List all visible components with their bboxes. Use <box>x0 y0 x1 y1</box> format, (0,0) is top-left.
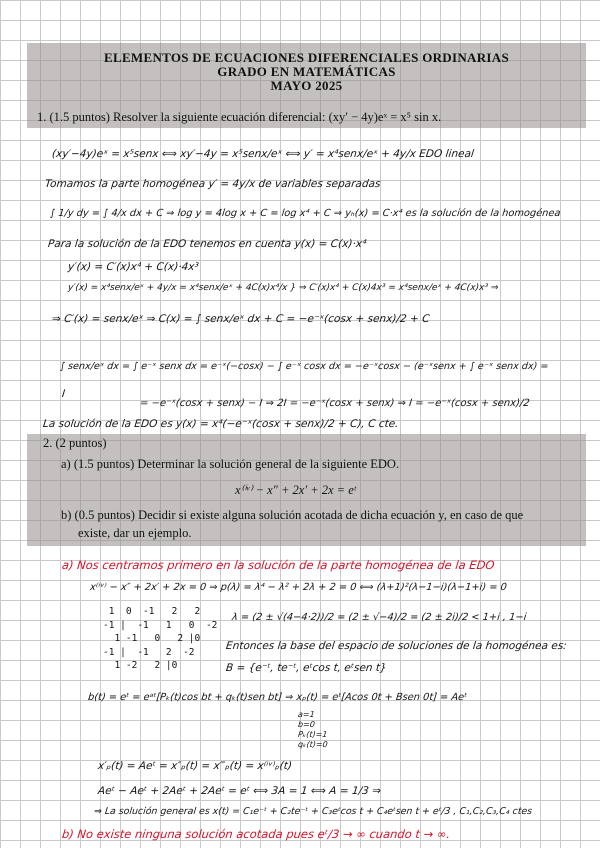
sol1-line-3: ∫ 1/y dy = ∫ 4/x dx + C ⇒ log y = 4log x + C = log x⁴ + C ⇒ yₕ(x) = C·x⁴ es la solución de la homogénea <box>49 208 562 219</box>
sol2-part-a-intro: a) Nos centramos primero en la solución de la parte homogénea de la EDO <box>61 558 496 572</box>
sol2-param-q: qₖ(t)=0 <box>297 740 329 749</box>
problem-1-statement: 1. (1.5 puntos) Resolver la siguiente ecuación diferencial: (xy′ − 4y)eˣ = x⁵ sin x. <box>37 110 442 124</box>
sol2-derivatives: x′ₚ(t) = Aeᵗ = x″ₚ(t) = x‴ₚ(t) = x⁽ⁱᵛ⁾ₚ(t) <box>97 760 293 772</box>
sol1-integral-label: I <box>61 388 66 400</box>
sol2-char-poly: x⁽ⁱᵛ⁾ − x″ + 2x′ + 2x = 0 ⇒ p(λ) = λ⁴ − λ² + 2λ + 2 = 0 ⟺ (λ+1)²(λ−1−i)(λ−1+i) = 0 <box>89 582 508 593</box>
sol1-line-8: ∫ senx/eˣ dx = ∫ e⁻ˣ senx dx = e⁻ˣ(−cosx) − ∫ e⁻ˣ cosx dx = −e⁻ˣcosx − (e⁻ˣsenx + ∫ e⁻ˣ senx dx) = <box>59 361 549 372</box>
exam-date: MAYO 2025 <box>270 78 343 93</box>
sol2-param-p: Pₖ(t)=1 <box>297 730 328 739</box>
problem-2b-statement-2: existe, dar un ejemplo. <box>78 526 192 540</box>
ruffini-table: 1 0 -1 2 2 -1 | -1 1 0 -2 1 -1 0 2 |0 -1 | -1 2 -2 1 -2 2 |0 <box>103 606 218 671</box>
sol2-roots: λ = (2 ± √(4−4·2))/2 = (2 ± √−4)/2 = (2 ± 2i)/2 < 1+i , 1−i <box>231 612 527 623</box>
sol2-basis: B = {e⁻ᵗ, te⁻ᵗ, eᵗcos t, eᵗsen t} <box>225 662 388 674</box>
sol1-line-9: = −e⁻ˣ(cosx + senx) − I ⇒ 2I = −e⁻ˣ(cosx + senx) ⇒ I = −e⁻ˣ(cosx + senx)/2 <box>139 398 531 409</box>
sol2-general-solution: ⇒ La solución general es x(t) = C₁e⁻ᵗ + C₂te⁻ᵗ + C₃eᵗcos t + C₄eᵗsen t + eᵗ/3 , C₁,C₂,C₃,C₄ ctes <box>93 806 533 817</box>
exam-title-line2: GRADO EN MATEMÁTICAS <box>217 64 396 79</box>
sol1-line-2: Tomamos la parte homogénea y′ = 4y/x de variables separadas <box>44 178 382 190</box>
sol1-line-1: (xy′−4y)eˣ = x⁵senx ⟺ xy′−4y = x⁵senx/eˣ ⟺ y′ = x⁴senx/eˣ + 4y/x EDO lineal <box>51 148 475 160</box>
problem-2a-statement: a) (1.5 puntos) Determinar la solución general de la siguiente EDO. <box>61 457 400 471</box>
problem-2-title: 2. (2 puntos) <box>43 436 107 450</box>
sol2-part-b-answer: b) No existe ninguna solución acotada pues eᵗ/3 → ∞ cuando t → ∞. <box>61 827 451 841</box>
sol1-final: La solución de la EDO es y(x) = x⁴(−e⁻ˣ(cosx + senx)/2 + C), C cte. <box>42 418 400 430</box>
sol1-line-4: Para la solución de la EDO tenemos en cuenta y(x) = C(x)·x⁴ <box>47 238 367 250</box>
sol2-param-b: b=0 <box>297 720 316 729</box>
sol2-b-of-t: b(t) = eᵗ = eᵃᵗ[Pₖ(t)cos bt + qₖ(t)sen bt] ⇒ xₚ(t) = eᵗ[Acos 0t + Bsen 0t] = Aeᵗ <box>87 692 468 703</box>
sol2-basis-text: Entonces la base del espacio de soluciones de la homogénea es: <box>225 640 568 652</box>
sol1-line-5: y′(x) = C′(x)x⁴ + C(x)·4x³ <box>67 261 200 273</box>
sol1-line-6: y′(x) = x⁴senx/eˣ + 4y/x = x⁴senx/eˣ + 4C(x)x⁴/x } ⇒ C′(x)x⁴ + C(x)4x³ = x⁴senx/eˣ + 4C(x)x³ ⇒ <box>67 283 499 293</box>
sol1-line-7: ⇒ C′(x) = senx/eˣ ⇒ C(x) = ∫ senx/eˣ dx + C = −e⁻ˣ(cosx + senx)/2 + C <box>51 313 431 325</box>
problem-2b-statement-1: b) (0.5 puntos) Decidir si existe alguna solución acotada de dicha ecuación y, en caso de que <box>61 508 524 522</box>
problem-2-equation: x⁽ⁱᵛ⁾ − x″ + 2x′ + 2x = eᵗ <box>235 483 356 497</box>
sol2-param-a: a=1 <box>297 710 316 719</box>
exam-title-line1: ELEMENTOS DE ECUACIONES DIFERENCIALES ORDINARIAS <box>104 50 509 65</box>
sol2-substitution: Aeᵗ − Aeᵗ + 2Aeᵗ + 2Aeᵗ = eᵗ ⟺ 3A = 1 ⟺ A = 1/3 ⇒ <box>97 785 382 797</box>
